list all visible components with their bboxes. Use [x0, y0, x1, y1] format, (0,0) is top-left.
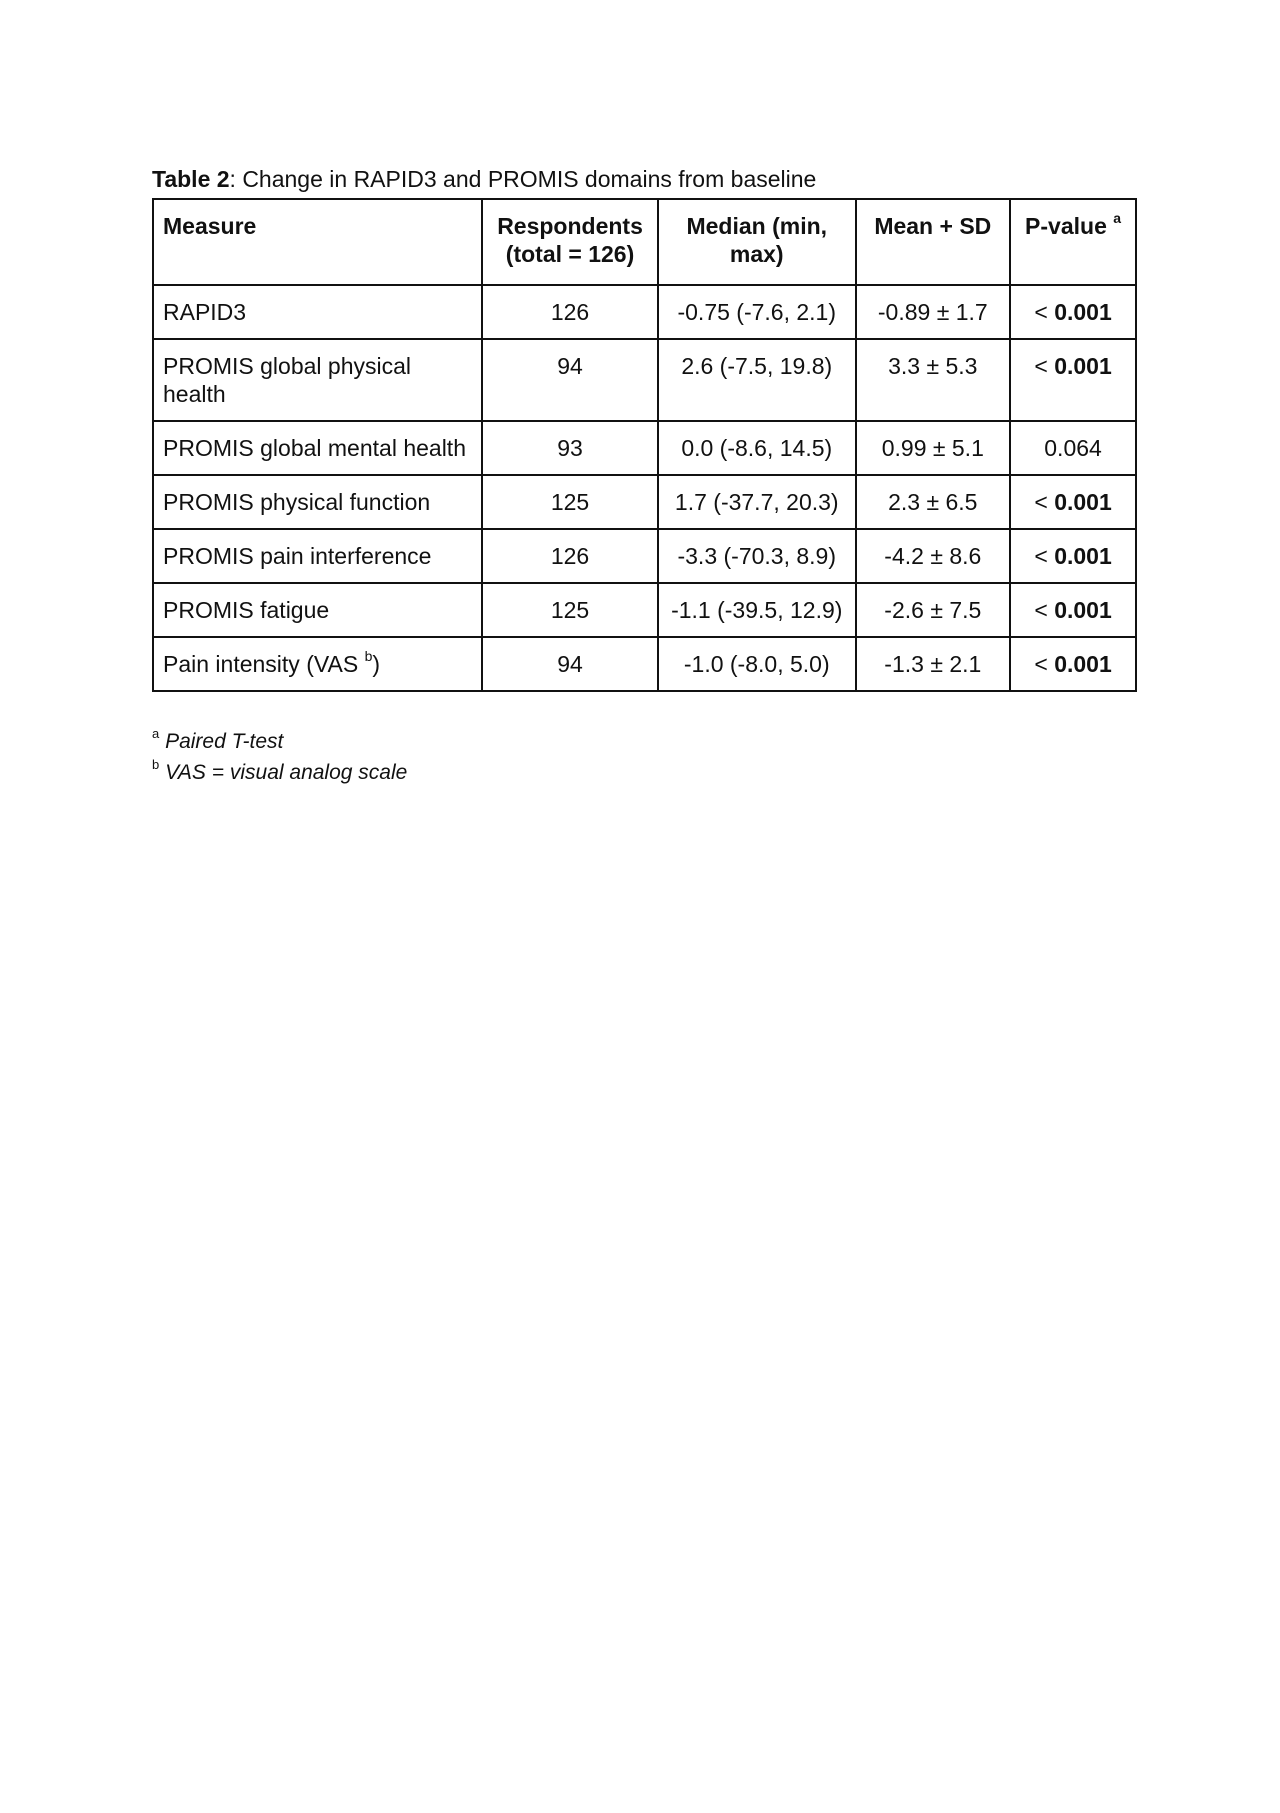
cell-measure	[153, 421, 482, 475]
header-respondents: Respondents (total = 126)	[482, 199, 658, 285]
table-header-row	[153, 199, 1136, 285]
cell-median: -3.3 (-70.3, 8.9)	[658, 529, 856, 583]
cell-mean: -2.6 ± 7.5	[856, 583, 1011, 637]
table-caption-label: Table 2	[152, 166, 230, 192]
cell-pvalue-prefix: <	[1034, 353, 1055, 379]
cell-respondents: 126	[482, 529, 658, 583]
footnote-marker: a	[152, 726, 160, 741]
header-mean: Mean + SD	[856, 199, 1011, 285]
cell-pvalue	[1010, 421, 1136, 475]
footnote-text: Paired T-test	[165, 730, 284, 753]
table-row	[153, 339, 1136, 421]
cell-mean: 0.99 ± 5.1	[856, 421, 1011, 475]
cell-pvalue	[1010, 475, 1136, 529]
cell-measure	[153, 583, 482, 637]
cell-pvalue-number: 0.001	[1054, 597, 1112, 623]
cell-mean: -0.89 ± 1.7	[856, 285, 1011, 339]
cell-measure	[153, 285, 482, 339]
cell-pvalue-prefix: <	[1034, 299, 1055, 325]
footnote	[152, 726, 407, 757]
cell-pvalue-prefix: <	[1034, 651, 1055, 677]
cell-median: -1.0 (-8.0, 5.0)	[658, 637, 856, 691]
cell-respondents: 126	[482, 285, 658, 339]
cell-measure-sup: b	[364, 648, 373, 665]
cell-measure-text: RAPID3	[163, 299, 247, 325]
table-row	[153, 475, 1136, 529]
cell-respondents: 125	[482, 583, 658, 637]
cell-median: 2.6 (-7.5, 19.8)	[658, 339, 856, 421]
cell-measure-text: PROMIS physical function	[163, 489, 431, 515]
footnotes	[152, 726, 407, 788]
header-measure: Measure	[153, 199, 482, 285]
table-body	[153, 285, 1136, 691]
cell-mean: 3.3 ± 5.3	[856, 339, 1011, 421]
cell-respondents: 125	[482, 475, 658, 529]
table-row	[153, 285, 1136, 339]
cell-pvalue-number: 0.001	[1054, 543, 1112, 569]
footnote	[152, 757, 407, 788]
cell-pvalue	[1010, 339, 1136, 421]
cell-median: -0.75 (-7.6, 2.1)	[658, 285, 856, 339]
cell-pvalue	[1010, 583, 1136, 637]
cell-pvalue-number: 0.001	[1054, 299, 1112, 325]
cell-measure	[153, 475, 482, 529]
cell-median: 1.7 (-37.7, 20.3)	[658, 475, 856, 529]
cell-pvalue-prefix: <	[1034, 597, 1055, 623]
cell-median: -1.1 (-39.5, 12.9)	[658, 583, 856, 637]
cell-pvalue	[1010, 529, 1136, 583]
cell-mean: 2.3 ± 6.5	[856, 475, 1011, 529]
table-caption-text: : Change in RAPID3 and PROMIS domains from baseline	[229, 166, 817, 192]
cell-respondents: 94	[482, 637, 658, 691]
header-pvalue	[1010, 199, 1136, 285]
cell-mean: -4.2 ± 8.6	[856, 529, 1011, 583]
cell-measure	[153, 339, 482, 421]
table-row	[153, 529, 1136, 583]
cell-measure-text: PROMIS global physical health	[163, 353, 411, 407]
cell-pvalue-number: 0.001	[1054, 651, 1112, 677]
cell-measure	[153, 529, 482, 583]
header-pvalue-sup: a	[1113, 210, 1122, 227]
header-median: Median (min, max)	[658, 199, 856, 285]
cell-measure-tail: )	[372, 651, 381, 677]
cell-measure-text: PROMIS pain interference	[163, 543, 432, 569]
table-caption	[152, 165, 816, 193]
cell-mean: -1.3 ± 2.1	[856, 637, 1011, 691]
cell-pvalue-number: 0.001	[1054, 353, 1112, 379]
results-table	[152, 198, 1137, 692]
cell-pvalue-prefix: <	[1034, 489, 1055, 515]
cell-median: 0.0 (-8.6, 14.5)	[658, 421, 856, 475]
cell-pvalue-number: 0.001	[1054, 489, 1112, 515]
cell-pvalue-prefix: <	[1034, 543, 1055, 569]
cell-measure-text: PROMIS global mental health	[163, 435, 466, 461]
cell-measure-text: Pain intensity (VAS	[163, 651, 365, 677]
cell-pvalue-number: 0.064	[1044, 435, 1102, 461]
footnote-marker: b	[152, 757, 160, 772]
table-row	[153, 421, 1136, 475]
cell-measure-text: PROMIS fatigue	[163, 597, 330, 623]
cell-measure	[153, 637, 482, 691]
cell-pvalue	[1010, 285, 1136, 339]
table-row	[153, 637, 1136, 691]
footnote-text: VAS = visual analog scale	[165, 761, 408, 784]
header-pvalue-text: P-value	[1025, 213, 1107, 239]
table-row	[153, 583, 1136, 637]
cell-respondents: 94	[482, 339, 658, 421]
cell-pvalue	[1010, 637, 1136, 691]
cell-respondents: 93	[482, 421, 658, 475]
